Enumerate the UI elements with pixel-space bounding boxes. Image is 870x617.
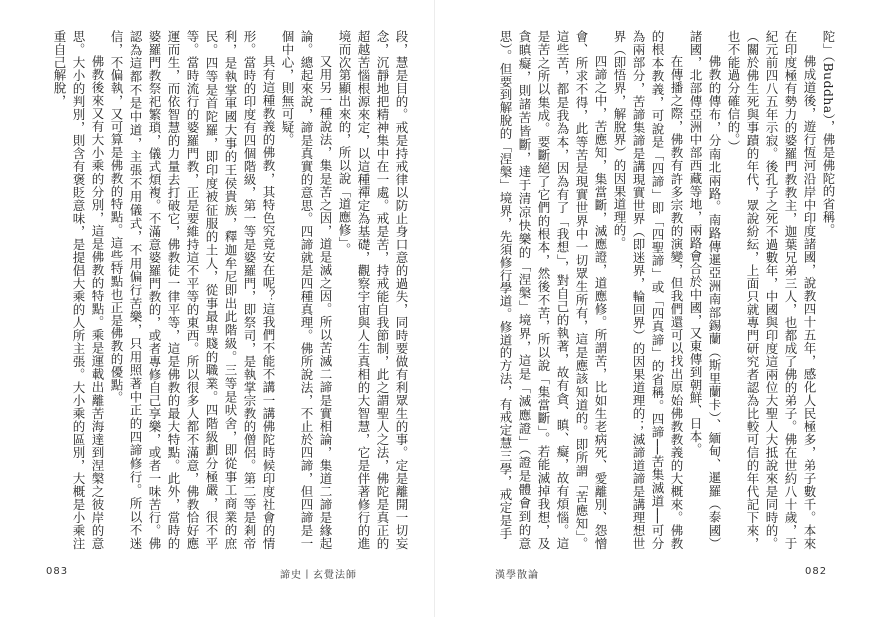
left-paragraph: 又用另一種說法，集是苦之因，道是滅之因。所以苦滅二諦是實相論，集道二諦是緣起論。總起來說，諦是真實的意思。四諦就是四種真理。佛所說法，不止於四諦，但四諦是一個中心，則無可疑。 xyxy=(280,30,333,550)
right-paragraph: 佛教的傳布，分南北兩路。南路傳暹亞洲南部錫蘭（斯里蘭卡）、緬甸、暹羅（泰國）諸國，北部傳亞洲中部西藏等地，兩路會合於中國，又東傳到朝鮮、日本。 xyxy=(688,30,722,550)
right-page xyxy=(435,0,870,617)
right-page-number: 082 xyxy=(805,566,828,577)
left-running-head: 諦史丨玄覺法師 xyxy=(280,570,357,581)
right-paragraph: 陀」（Buddha），佛是佛陀的省稱。 xyxy=(821,30,836,237)
left-paragraph: 段，慧是目的。戒是持戒律以防止身口意的過失，同時要做有利眾生的事。定是離開一切妄念，沉靜地把精神集中在一處。戒是苦，持戒能自我節制，此之謂聖人之法，佛陀是真正的超越苦惱根源來定，以這種禪定為基礎，觀察宇宙與人生真相的大智慧，它是伴著修行的進境而次第顯出來的，所以說「道應修」。 xyxy=(337,30,409,550)
left-page-text xyxy=(46,30,411,550)
right-paragraph: 四諦之中，苦應知，集當斷，滅應證，道應修。所謂苦，比如生老病死、愛離別、怨憎會、所求不得，此等苦是現實世界中一切眾生所有，這是應該知道的。即所謂「苦應知」。這些苦，都是我為本，因為有了「我想」，對自己的執著，故有貪、瞋、癡，故有煩惱。這是苦之所以集成。要斷絕了它們的根本，然後不苦，所以說「集當斷」。若能滅掉我想，及貪瞋癡，則諸苦皆斷，達于清凉快樂的「涅槃」境界，這是「滅應證」（證是體會到的意思）。但要到解脫的「涅槃」境界，先須修行學道。修道的方法，有戒定慧三學，戒定是手 xyxy=(498,30,608,550)
left-page-number: 083 xyxy=(46,566,69,577)
right-paragraph: 佛成道後，遊行恆河沿岸中印度諸國，說教四十五年，感化人民極多，弟子數千。本來在印度極有勢力的婆羅門教教主，迦葉兄弟三人，也都成了佛的弟子。佛在世約八十歲，于紀元前四八五年示寂。後孔子之死不過數年，中國與印度這兩位大聖人大抵說來是同時的。（關於佛生死與事蹟的年代，眾說紛紜，上面只就專門研究者認為比較可信的年代記下來，也不能過分確信的。） xyxy=(726,30,817,550)
left-paragraph: 具有這種教義的佛教，其特色究竟安在呢？這我們不能不講一講佛陀時候印度社會的情形。當時的印度有四個階級，第一等是婆羅門，即祭司，是執掌宗教的僧侶。第二等是剎帝利，是執掌軍國大事的王侯貴族，釋迦牟尼即出此階級。三等是吠舍，即從事工商業的庶民。四等是首陀羅，即印度被征服的土人，從事最卑賤的職業。四階級劃分極嚴，很不平等。當時流行的婆羅門教，正是要維持這不平等的東西。所以很多人都不滿意，佛教恰好應運而生，而依智慧的力量去打破它，佛教徒一律平等，這是佛教的最大特點。此外，當時的婆羅門教祭祀繁瑣，儀式煩複。不滿意婆羅門教的，或者專修自己享樂，或者一味苦行。佛認為這都不是中道，主張不用儀式，不用偏行苦樂，只用照著中正的四諦修行。所以不迷信，不偏執，又可算是佛教的特點。這些特點也正是佛教的優點。 xyxy=(109,30,276,550)
right-running-head: 漢學散論 xyxy=(495,570,539,581)
left-paragraph: 佛教後來又有大小乘的分別，這是佛教的特點。乘是運載出離苦海達到涅槃之彼岸的意思。大小的判別，則含有褒貶意味，是提倡大乘的人所主張。大小乘的區別，大概是小乘注重自己解脫， xyxy=(52,30,105,550)
right-paragraph: 在傳播之際，佛教有許多宗教的演變，但我們還可以找出原始佛教教義的大概來。佛教的根本教義，可說是「四諦」即「四聖諦」或「四真諦」的省稱。四諦──苦集滅道──可分為兩部分，苦諦集諦是講現實世界（即迷界，輪回界）的因果道理的；滅諦道諦是講理想世界（即悟界，解脫界）的因果道理的。 xyxy=(612,30,684,550)
right-page-text xyxy=(473,30,838,550)
